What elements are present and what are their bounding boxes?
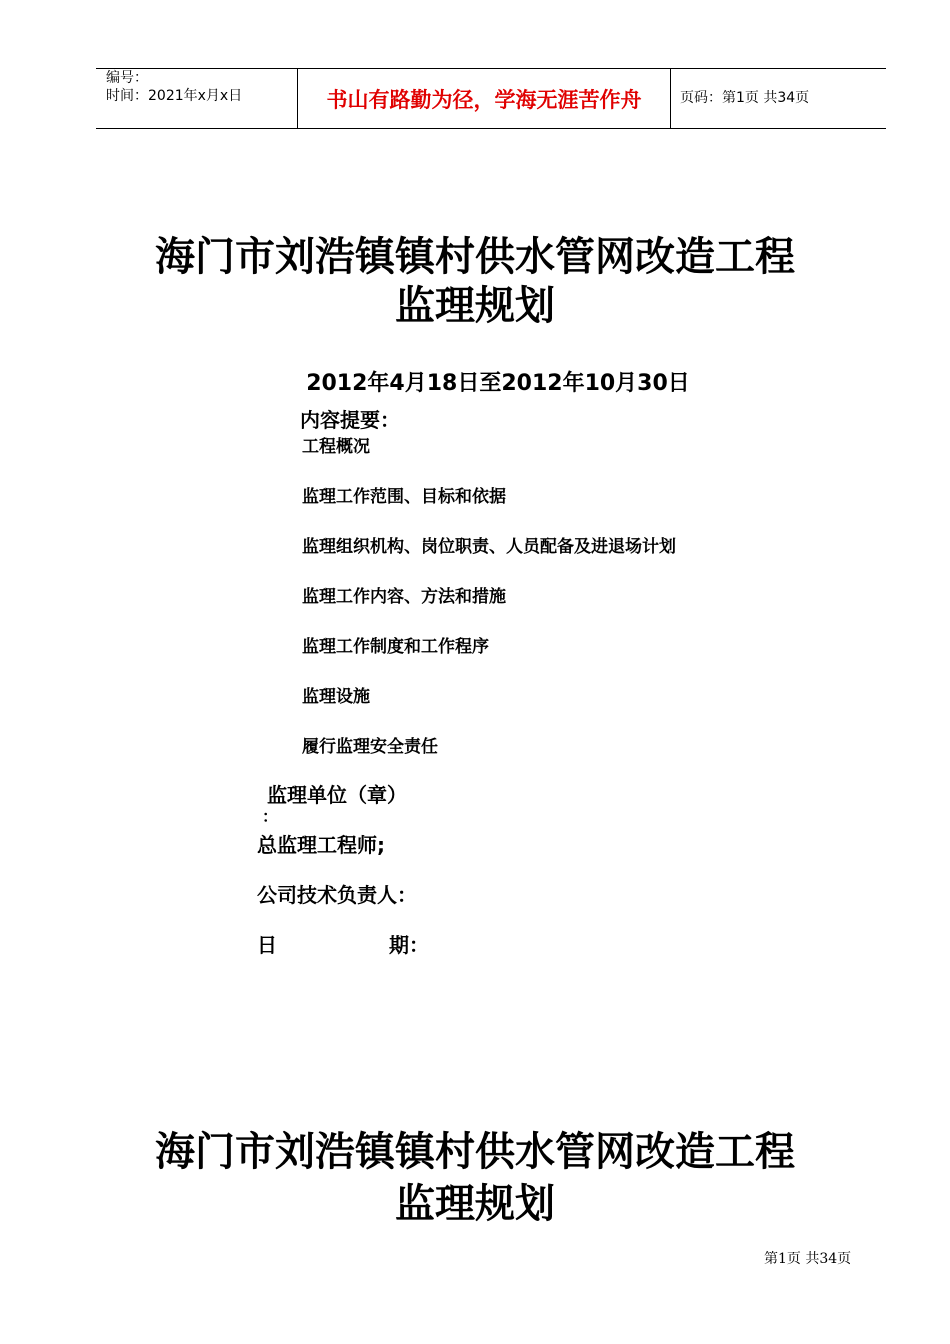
toc-item: 监理组织机构、岗位职责、人员配备及进退场计划 — [302, 537, 676, 557]
date-label-period: 期： — [389, 933, 429, 957]
header-top-rule — [96, 68, 886, 69]
toc-item: 监理工作范围、目标和依据 — [302, 487, 506, 507]
toc-item: 监理工作制度和工作程序 — [302, 637, 489, 657]
repeat-title-line2: 监理规划 — [395, 1181, 555, 1227]
repeat-title-line1: 海门市刘浩镇镇村供水管网改造工程 — [155, 1129, 795, 1175]
header-page-code: 页码：第1页 共34页 — [680, 90, 810, 106]
toc-item: 监理设施 — [302, 687, 370, 707]
footer-page-number: 第1页 共34页 — [764, 1251, 852, 1267]
supervision-unit-label: 监理单位（章） — [267, 783, 407, 807]
date-label-day: 日 — [257, 933, 277, 957]
chief-engineer-label: 总监理工程师; — [257, 833, 385, 857]
date-range: 2012年4月18日至2012年10月30日 — [306, 371, 690, 396]
toc-heading: 内容提要： — [300, 408, 400, 432]
header-time-label: 时间：2021年x月x日 — [106, 88, 243, 104]
document-title-line1: 海门市刘浩镇镇村供水管网改造工程 — [155, 234, 795, 280]
supervision-unit-colon: ： — [262, 807, 279, 826]
header-number-label: 编号： — [106, 70, 148, 86]
tech-lead-label: 公司技术负责人： — [257, 883, 417, 907]
header-motto: 书山有路勤为径，学海无涯苦作舟 — [326, 88, 642, 112]
document-title-line2: 监理规划 — [395, 283, 555, 329]
toc-item: 履行监理安全责任 — [302, 737, 438, 757]
toc-item: 监理工作内容、方法和措施 — [302, 587, 506, 607]
header-divider-2 — [670, 68, 671, 128]
toc-item: 工程概况 — [302, 437, 370, 457]
header-bottom-rule — [96, 128, 886, 129]
